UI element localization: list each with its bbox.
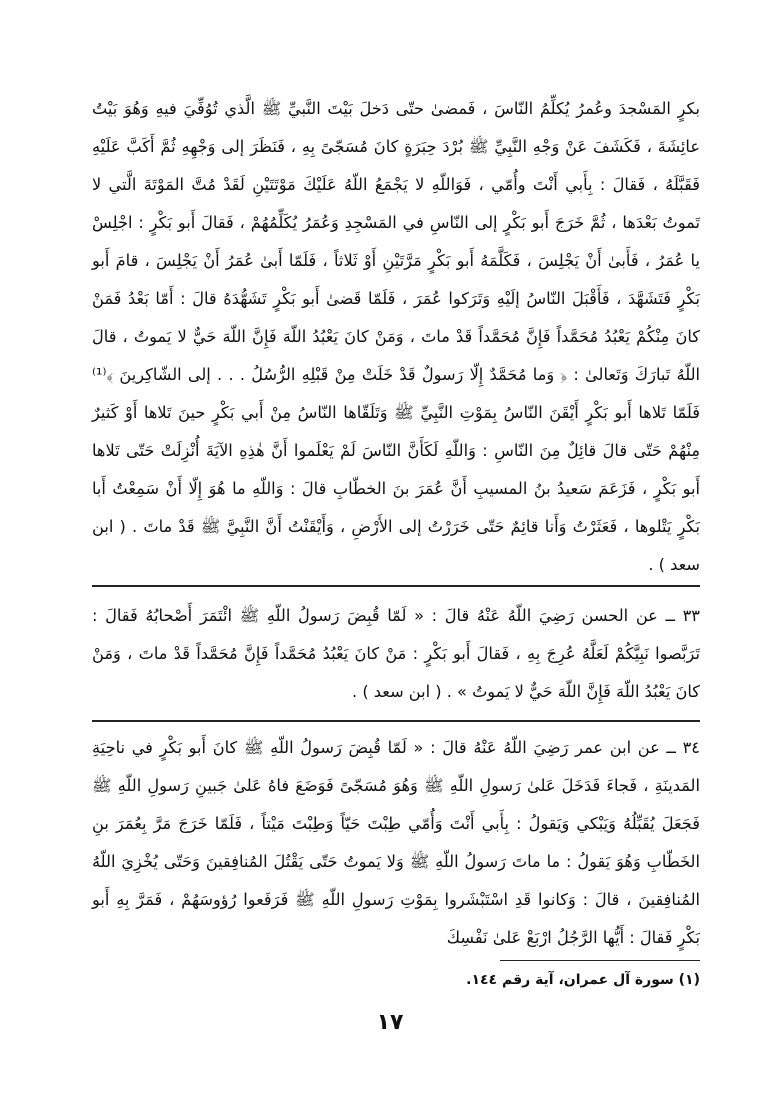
paragraph-hadith-33: ٣٣ ــ عن الحسن رَضِيَ اللّهُ عَنْهُ قالَ : « لَمّا قُبِضَ رَسولُ اللّهِ ﷺ ائْتَمَرَ أَصْحابُهُ فَقالَ : تَرَبَّصوا نَبِيَّكُمْ لَعَلَّهُ عُرِجَ بِهِ ، فَقالَ أَبو بَكْرٍ : مَنْ كانَ يَعْبُدُ مُحَمَّداً فَإِنَّ مُحَمَّداً قَدْ ماتَ ، وَمَنْ كانَ يَعْبُدُ اللّهَ فَإِنَّ اللّهَ حَيٌّ لا يَموتُ » . ( ابن سعد ) . — [92, 606, 700, 701]
footnote-rule — [500, 960, 700, 961]
paragraph-hadith-34: ٣٤ ــ عن ابن عمر رَضِيَ اللّهُ عَنْهُ قالَ : « لَمّا قُبِضَ رَسولُ اللّهِ ﷺ كانَ أَبو بَكْرٍ في ناحِيَةِ المَدينَةِ ، فَجاءَ فَدَخَلَ عَلىٰ رَسولِ اللّهِ ﷺ وَهُوَ مُسَجّىً فَوَضَعَ فاهُ عَلىٰ جَبينِ رَسولِ اللّهِ ﷺ فَجَعَلَ يُقَبِّلُهُ وَيَبْكي وَيَقولُ : بِأَبي أَنْتَ وَأُمّي طِبْتَ حَيّاً وَطِبْتَ مَيْتاً ، فَلَمّا خَرَجَ مَرَّ بِعُمَرَ بنِ الخَطّابِ وَهُوَ يَقولُ : ما ماتَ رَسولُ اللّهِ ﷺ وَلا يَموتُ حَتّى يَقْتُلَ المُنافِقينَ وَحَتّى يُخْزِيَ اللّهُ المُنافِقينَ ، قالَ : وَكانوا قَدِ اسْتَبْشَروا بِمَوْتِ رَسولِ اللّهِ ﷺ فَرَفَعوا رُؤوسَهُمْ ، فَمَرَّ بِهِ أَبو بَكْرٍ فَقالَ : أَيُّها الرَّجُلُ ارْبَعْ عَلىٰ نَفْسِكَ — [92, 738, 700, 947]
section-divider — [92, 585, 700, 587]
page-number: ١٧ — [376, 1010, 404, 1035]
section-divider — [92, 720, 700, 722]
paragraph-hadith-continuation: بكرٍ المَسْجدَ وعُمرُ يُكلِّمُ النّاسَ ، فَمضىٰ حتّى دَخلَ بَيْتَ النَّبيِّ ﷺ الَّذي تُوُفِّيَ فيهِ وَهُوَ بَيْتُ عائِشَةَ ، فَكَشَفَ عَنْ وَجْهِ النَّبِيِّ ﷺ بُرْدَ حِبَرَةٍ كانَ مُسَجّىً بِهِ ، فَنَظَرَ إلى وَجْهِهِ ثُمَّ أَكَبَّ عَلَيْهِ فَقَبَّلَهُ ، فَقالَ : بِأَبي أَنْتَ وأُمّي ، فَوَاللّهِ لا يَجْمَعُ اللّهُ عَلَيْكَ مَوْتَتَيْنِ لَقَدْ مُتَّ المَوْتَةَ الَّتي لا تَموتُ بَعْدَها ، ثُمَّ خَرَجَ أَبو بَكْرٍ إلى النّاسِ في المَسْجِدِ وَعُمَرُ يُكَلِّمُهُمْ ، فَقالَ أَبو بَكْرٍ : اجْلِسْ يا عُمَرُ ، فَأَبىٰ أَنْ يَجْلِسَ ، فَكَلَّمَهُ أَبو بَكْرٍ مَرَّتَيْنِ أَوْ ثَلاثاً ، فَلَمّا أَبىٰ عُمَرُ أَنْ يَجْلِسَ ، قامَ أَبو بَكْرٍ فَتَشَهَّدَ ، فَأَقْبَلَ النّاسُ إلَيْهِ وَتَرَكوا عُمَرَ ، فَلَمّا قَضىٰ أَبو بَكْرٍ تَشَهُّدَهُ قالَ : أَمّا بَعْدُ فَمَنْ كانَ مِنْكُمْ يَعْبُدُ مُحَمَّداً فَإِنَّ مُحَمَّداً قَدْ ماتَ ، وَمَنْ كانَ يَعْبُدُ اللّهَ فَإِنَّ اللّهَ حَيٌّ لا يَموتُ ، قالَ اللّهُ تَبارَكَ وَتَعالىٰ : ﴿ وَما مُحَمَّدٌ إِلّا رَسولٌ قَدْ خَلَتْ مِنْ قَبْلِهِ الرُّسُلُ . . . إلى الشّاكِرينَ ﴾⁽¹⁾ فَلَمّا تَلاها أَبو بَكْرٍ أَيْقَنَ النّاسُ بِمَوْتِ النَّبِيِّ ﷺ وَتَلَقّاها النّاسُ مِنْ أَبي بَكْرٍ حينَ تَلاها أَوْ كَثيرٌ مِنْهُمْ حَتّى قالَ قائِلٌ مِنَ النّاسِ : وَاللّهِ لَكَأَنَّ النّاسَ لَمْ يَعْلَموا أَنَّ هٰذِهِ الآيَةَ أُنْزِلَتْ حَتّى تَلاها أَبو بَكْرٍ ، فَزَعَمَ سَعيدُ بنُ المسيبِ أَنَّ عُمَرَ بنَ الخطّابِ قالَ : وَاللّهِ ما هُوَ إِلّا أَنْ سَمِعْتُ أَبا بَكْرٍ يَتْلوها ، فَعَثَرْتُ وَأَنا قائِمٌ حَتّى خَرَرْتُ إلى الأَرْضِ ، وَأَيْقَنْتُ أَنَّ النَّبِيَّ ﷺ قَدْ ماتَ . ( ابن سعد ) . — [92, 99, 700, 574]
footnote: (١) سورة آل عمران، آية رقم ١٤٤. — [466, 972, 700, 988]
